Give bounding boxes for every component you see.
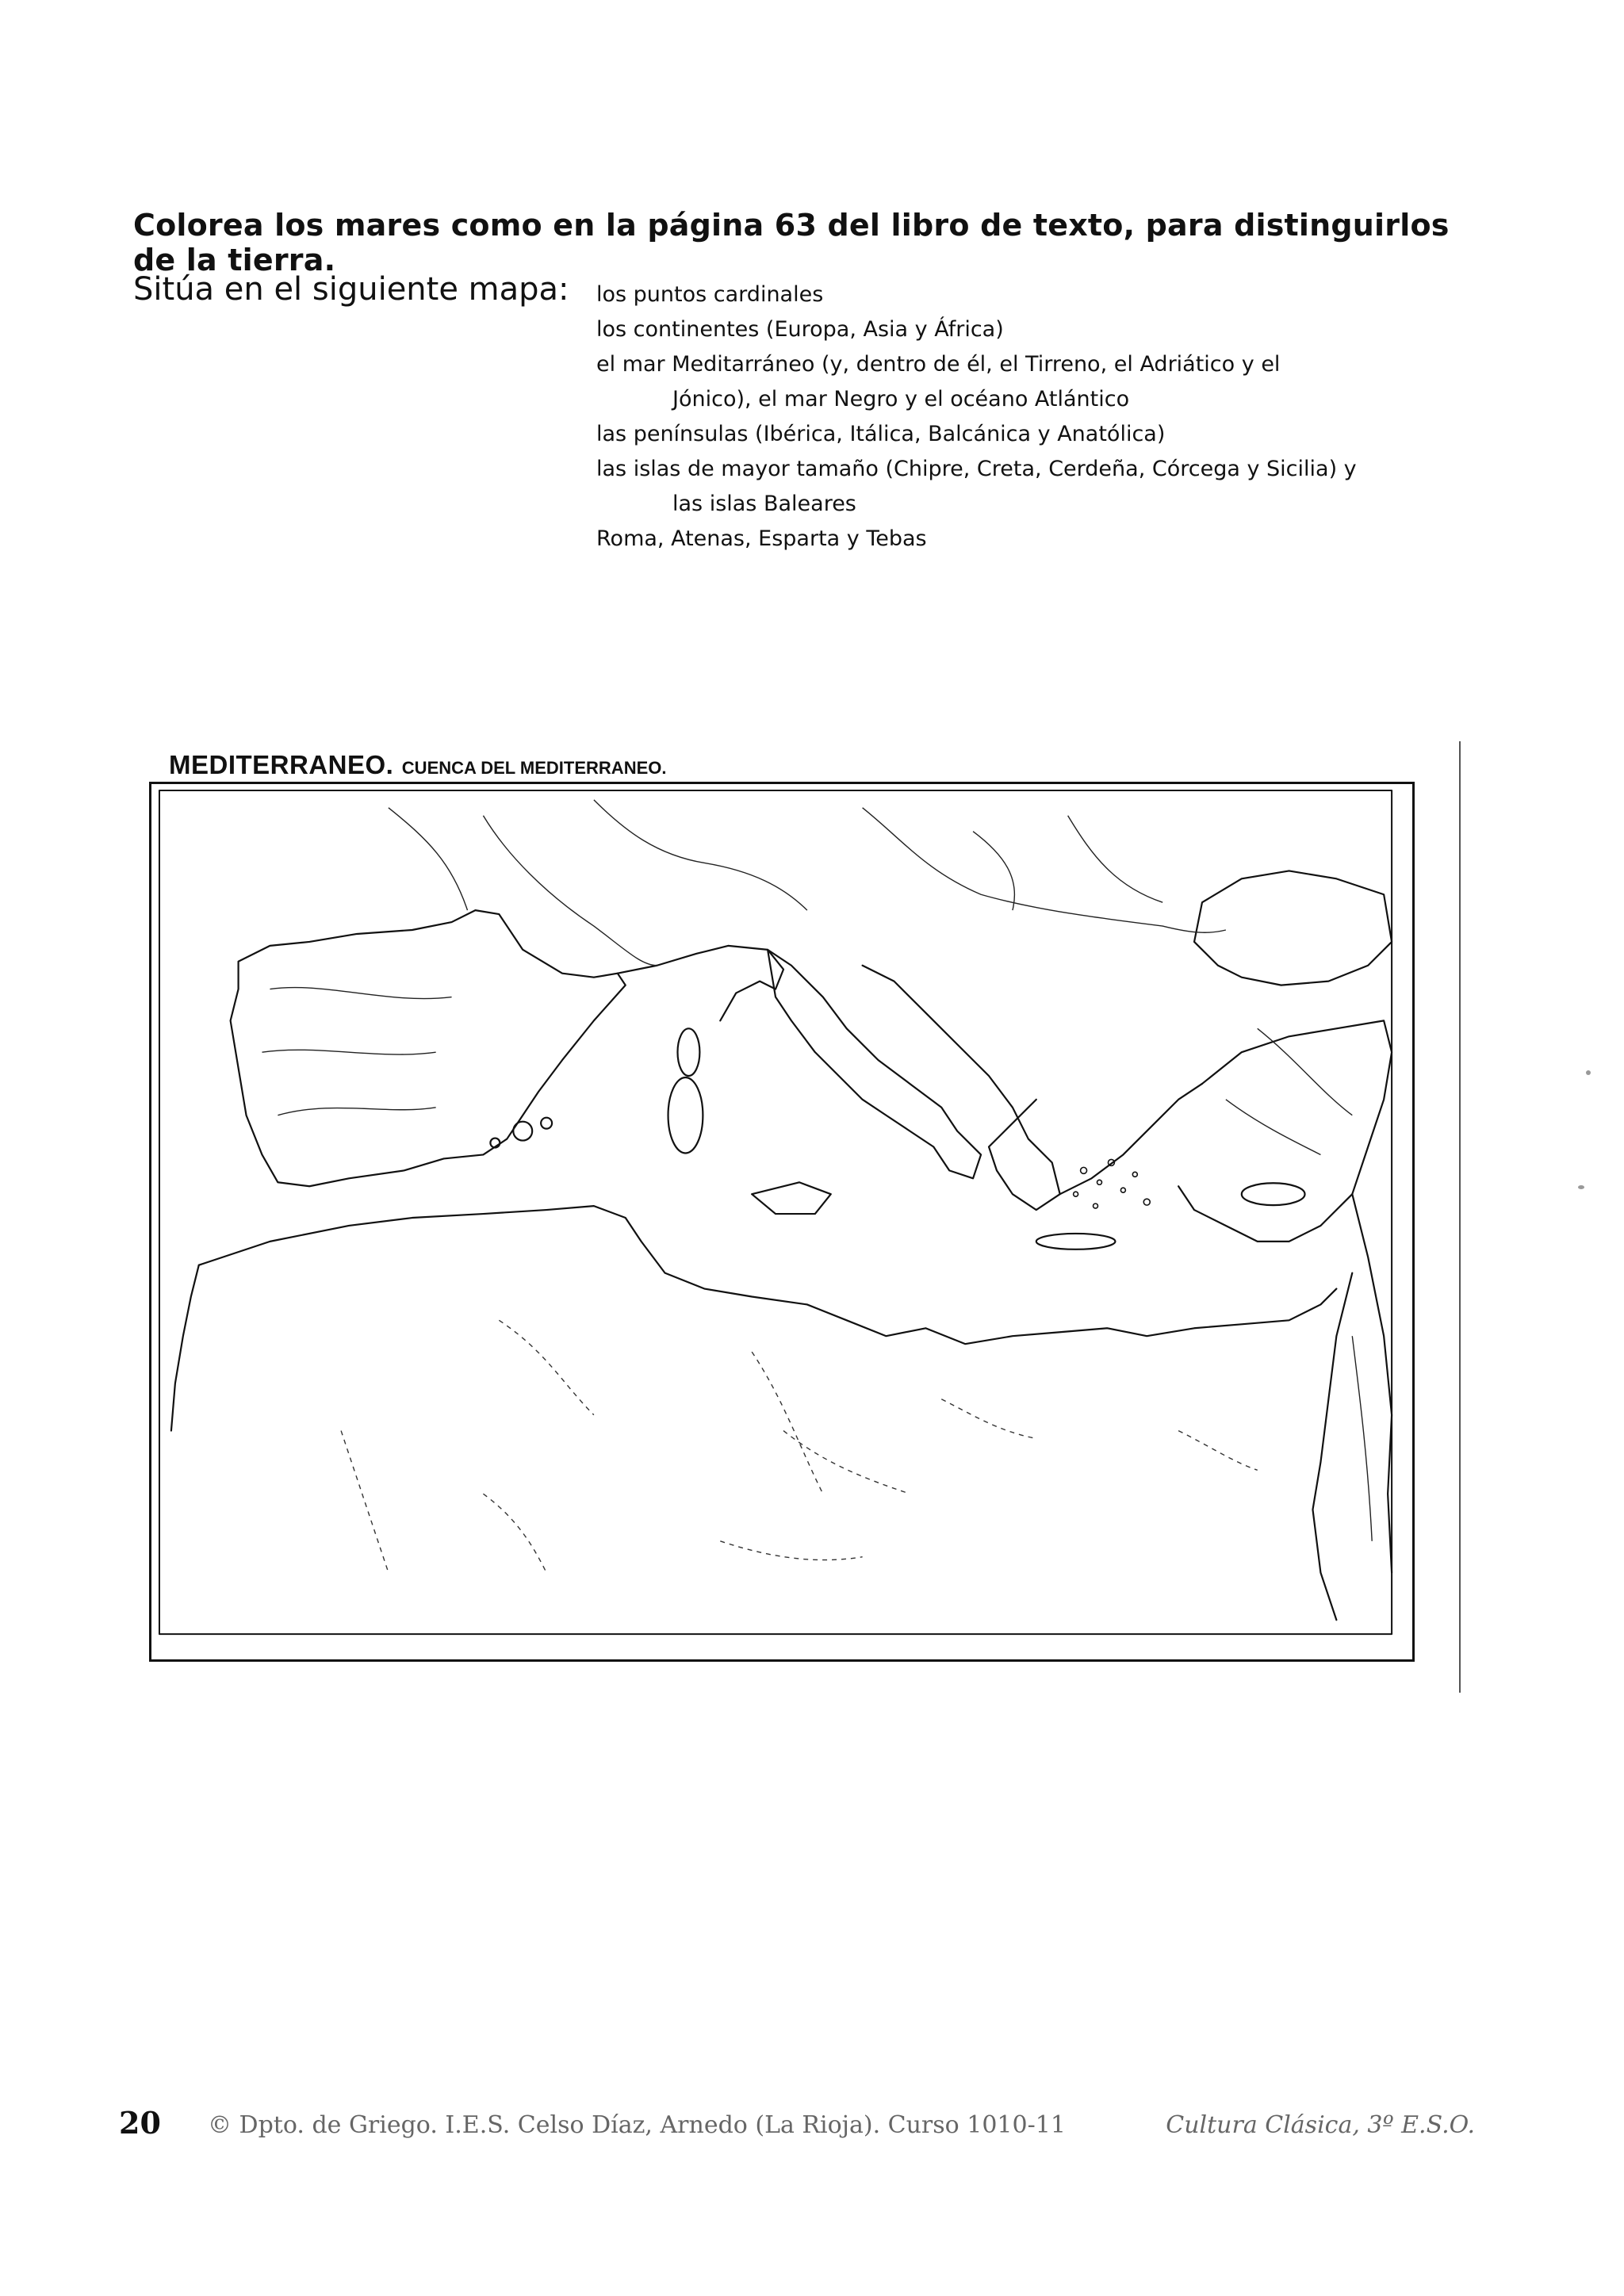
instruction-lead: Sitúa en el siguiente mapa:: [133, 271, 569, 308]
task-item: las penínsulas (Ibérica, Itálica, Balcánica y Anatólica): [596, 422, 1166, 446]
coastline-italy: [768, 950, 981, 1178]
map-heading: [169, 750, 666, 780]
island-menorca: [541, 1118, 552, 1129]
island-corsica: [677, 1028, 699, 1076]
task-item: los puntos cardinales: [596, 282, 824, 307]
island-crete: [1036, 1234, 1116, 1249]
coastline-europe: [231, 910, 626, 1186]
footer-credit: © Dpto. de Griego. I.E.S. Celso Díaz, Arnedo (La Rioja). Curso 1010-11: [208, 2111, 1066, 2139]
scan-speck: [1578, 1185, 1584, 1189]
coastline-north-africa: [199, 1206, 1337, 1344]
coastline-black-sea: [1194, 871, 1392, 985]
map-title: MEDITERRANEO.: [169, 750, 394, 779]
task-item-continuation: Jónico), el mar Negro y el océano Atlántico: [672, 387, 1130, 411]
island-sardinia: [668, 1077, 703, 1153]
coastline-balkans: [863, 966, 1060, 1210]
scan-speck: [1586, 1070, 1591, 1075]
page-number: 20: [119, 2105, 161, 2141]
instruction-title: Colorea los mares como en la página 63 del libro de texto, para distinguirlos de la tierra.: [133, 208, 1450, 277]
task-list: [596, 277, 1508, 557]
page-footer: [119, 2105, 1475, 2145]
task-item: el mar Meditarráneo (y, dentro de él, el Tirreno, el Adriático y el: [596, 352, 1281, 377]
margin-rule: [1459, 741, 1461, 1693]
island-mallorca: [513, 1122, 532, 1141]
footer-course: Cultura Clásica, 3º E.S.O.: [1166, 2111, 1475, 2139]
island-cyprus: [1242, 1183, 1305, 1205]
coastline-anatolia: [1178, 1020, 1392, 1241]
task-item-continuation: las islas Baleares: [672, 492, 856, 516]
map-subtitle: CUENCA DEL MEDITERRANEO.: [401, 758, 667, 778]
task-item: Roma, Atenas, Esparta y Tebas: [596, 526, 927, 551]
mediterranean-outline-map: [149, 782, 1415, 1662]
task-item: las islas de mayor tamaño (Chipre, Creta, Cerdeña, Córcega y Sicilia) y: [596, 457, 1357, 481]
task-item: los continentes (Europa, Asia y África): [596, 317, 1004, 342]
island-sicily: [752, 1182, 831, 1214]
map-drawing: [151, 784, 1412, 1659]
